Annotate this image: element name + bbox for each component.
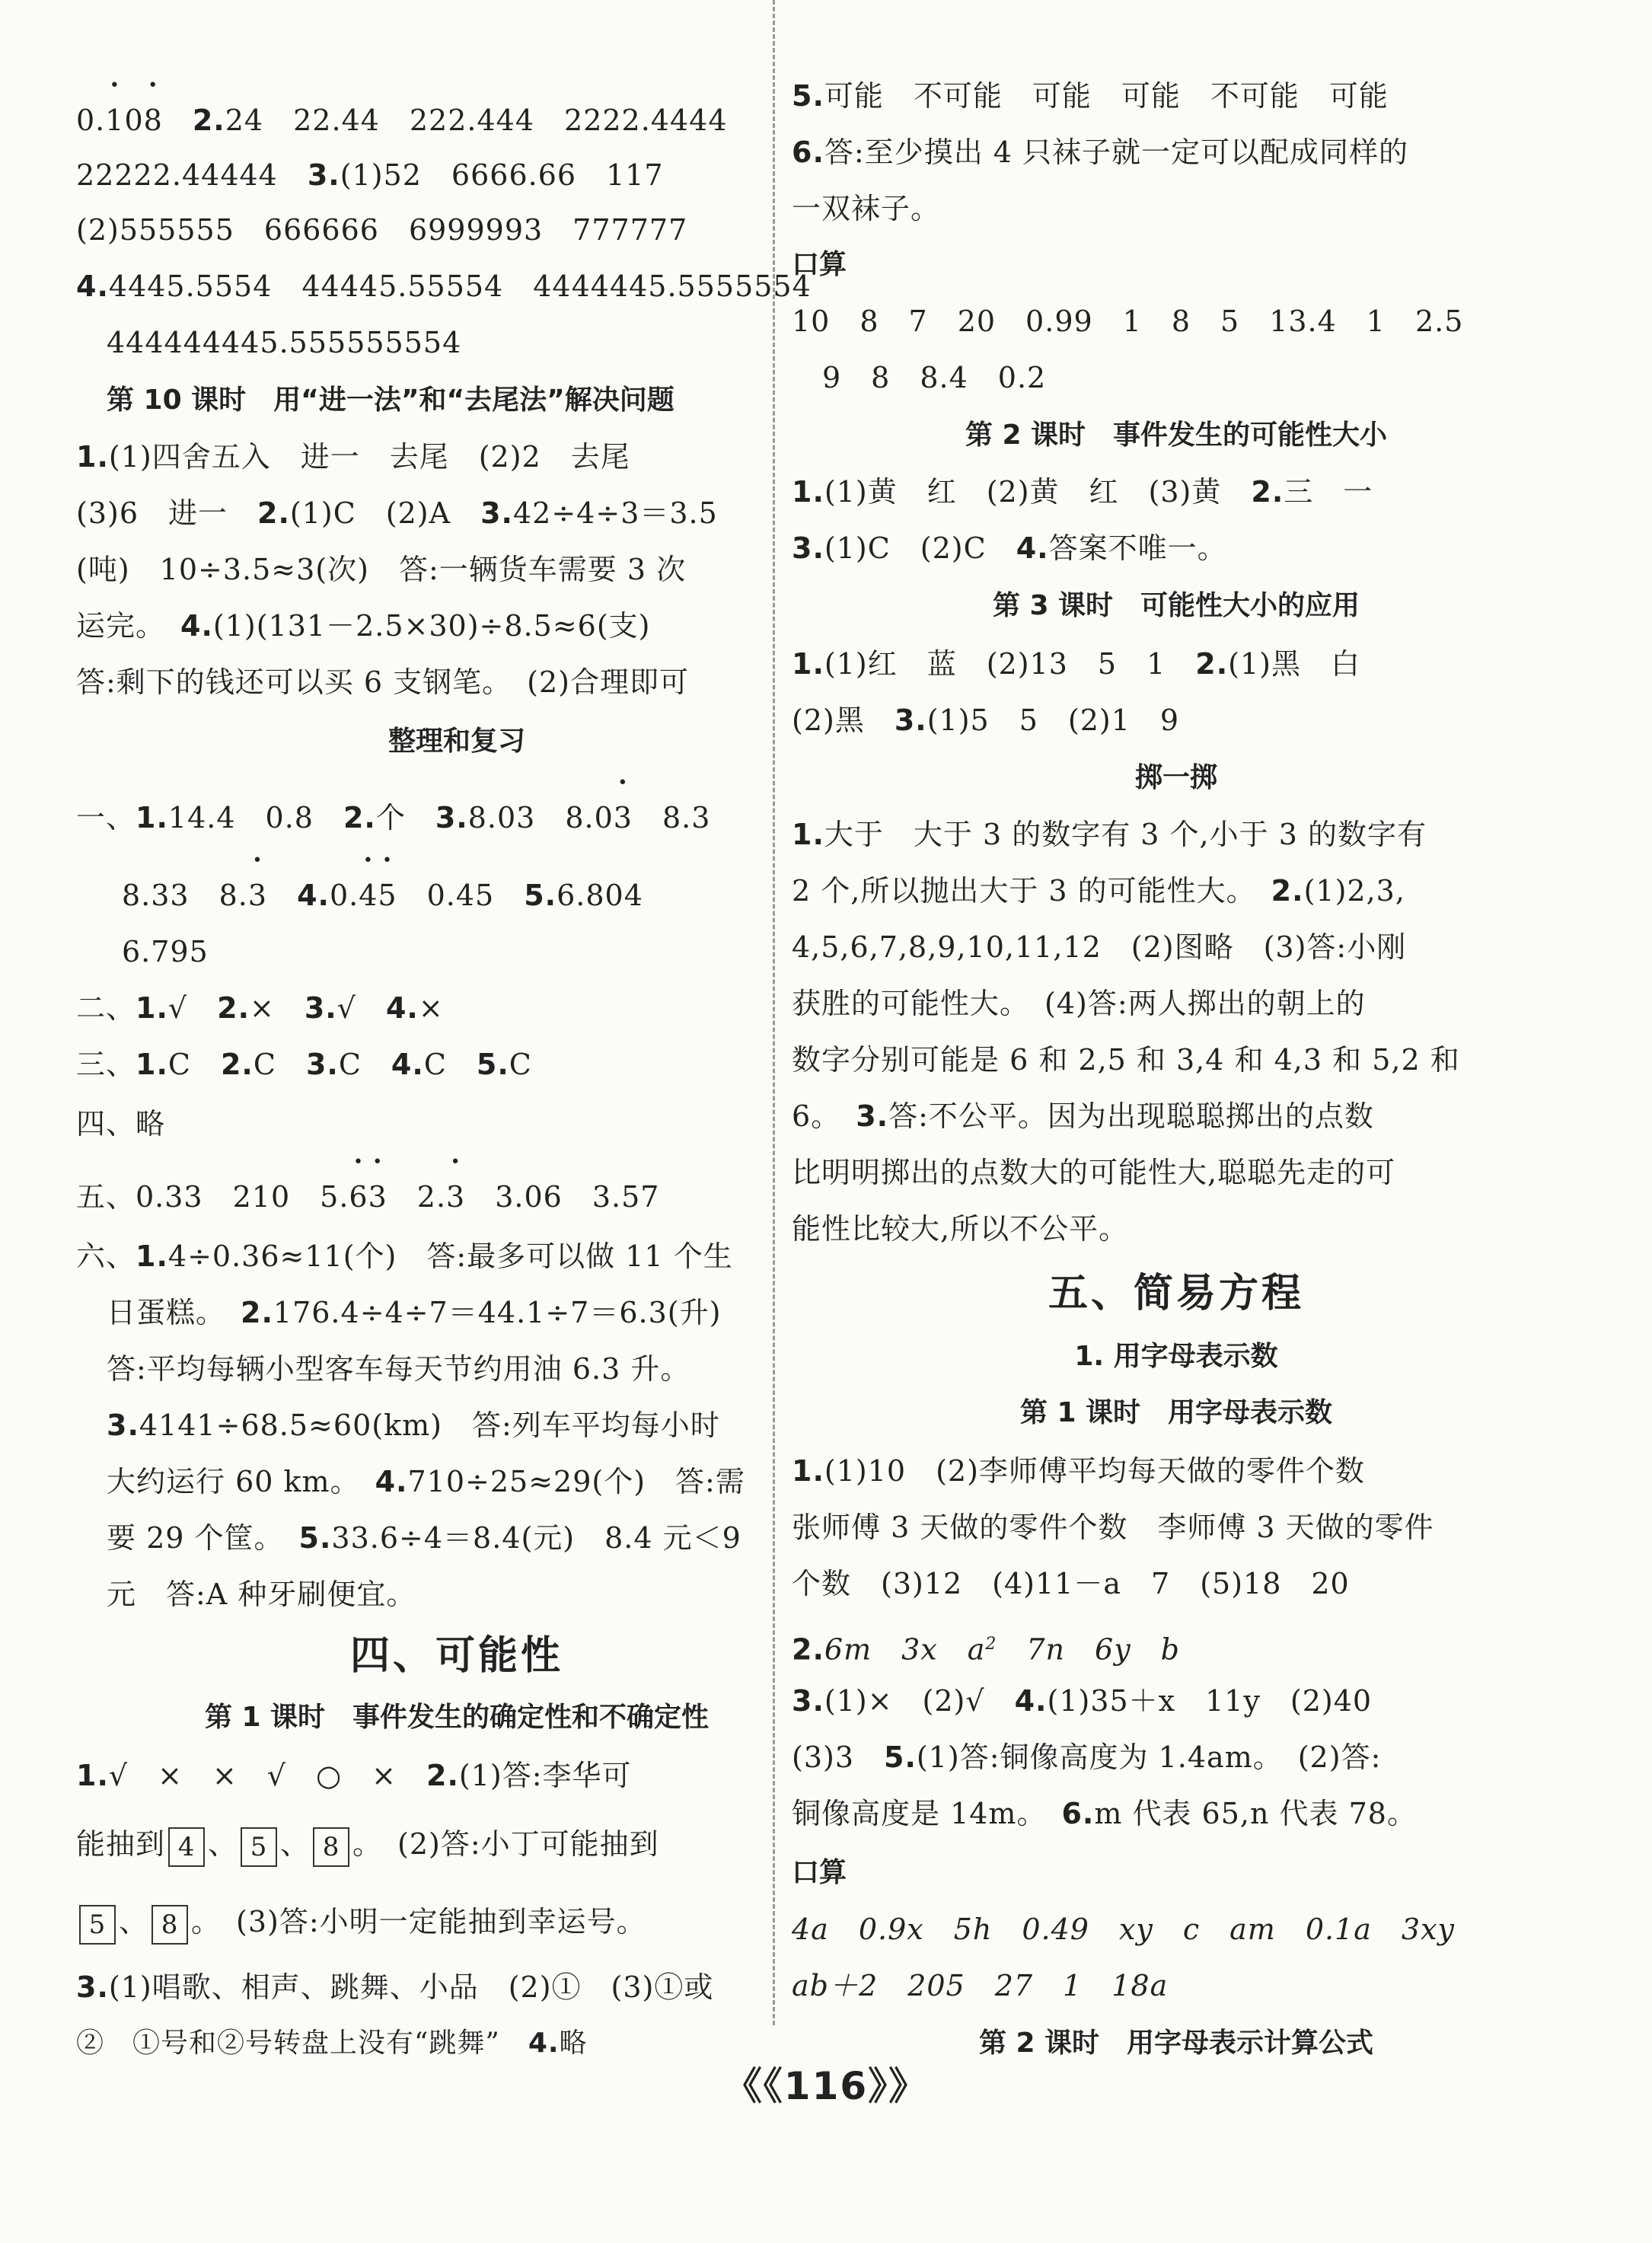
mental-math-heading: 口算 — [792, 249, 847, 280]
section-title: 五、简易方程 — [1048, 1271, 1304, 1316]
answer-line: 3.(1)C (2)C 4.答案不唯一。 — [792, 531, 1227, 565]
answer-line: 答:剩下的钱还可以买 6 支钢笔。 (2)合理即可 — [76, 665, 689, 699]
answer-line: 运完。 4.(1)(131－2.5×30)÷8.5≈6(支) — [76, 609, 651, 643]
answer-line: 大约运行 60 km。 4.710÷25≈29(个) 答:需 — [107, 1465, 745, 1498]
answer-line: 1.(1)红 蓝 (2)13 5 1 2.(1)黑 白 — [792, 647, 1360, 681]
answer-line: 1.(1)黄 红 (2)黄 红 (3)黄 2.三 一 — [792, 475, 1373, 509]
answer-line: 数字分别可能是 6 和 2,5 和 3,4 和 4,3 和 5,2 和 — [792, 1043, 1460, 1077]
number-box: 4 — [168, 1827, 205, 1867]
answer-line: 1.(1)10 (2)李师傅平均每天做的零件个数 — [792, 1454, 1365, 1488]
page-number: 《《116》》 — [723, 2064, 929, 2108]
answer-line: 6.答:至少摸出 4 只袜子就一定可以配成同样的 — [792, 136, 1409, 169]
answer-line: 能抽到 4 、 5 、 8 。 (2)答:小丁可能抽到 — [76, 1821, 659, 1867]
answer-line: 四、略 — [76, 1107, 166, 1141]
answer-line: 3.4141÷68.5≈60(km) 答:列车平均每小时 — [107, 1409, 720, 1442]
lesson-heading: 第 2 课时 事件发生的可能性大小 — [965, 420, 1388, 451]
answer-line: 2 个,所以抛出大于 3 的可能性大。 2.(1)2,3, — [792, 874, 1405, 908]
answer-line: 1.大于 大于 3 的数字有 3 个,小于 3 的数字有 — [792, 818, 1427, 851]
number-box: 5 — [241, 1827, 277, 1867]
answer-line: 1.(1)四舍五入 进一 去尾 (2)2 去尾 — [76, 440, 630, 474]
answer-line: 答:平均每辆小型客车每天节约用油 6.3 升。 — [107, 1352, 690, 1386]
answer-line: ② ①号和②号转盘上没有“跳舞” 4.略 — [76, 2028, 588, 2059]
answer-line: (2)555555 666666 6999993 777777 — [76, 213, 688, 247]
answer-line: 5.可能 不可能 可能 可能 不可能 可能 — [792, 79, 1389, 113]
answer-line: 2.6m 3x $a^2$ 7n 6y b — [792, 1632, 1180, 1667]
answer-line: 6.795 — [122, 935, 209, 968]
section-title: 四、可能性 — [349, 1633, 563, 1679]
answer-line: 9 8 8.4 0.2 — [822, 361, 1047, 394]
answer-line: 0.• 10• 8 2.24 22.44 222.444 2222.4444 — [76, 97, 728, 143]
answer-line: 六、1.4÷0.36≈11(个) 答:最多可以做 11 个生 — [76, 1240, 733, 1273]
answer-line: ab＋2 205 27 1 18a — [792, 1969, 1169, 2002]
lesson-heading: 第 10 课时 用“进一法”和“去尾法”解决问题 — [107, 384, 675, 416]
answer-line: 个数 (3)12 (4)11－a 7 (5)18 20 — [792, 1567, 1350, 1600]
answer-line: 4,5,6,7,8,9,10,11,12 (2)图略 (3)答:小刚 — [792, 930, 1407, 964]
answer-line: 三、1.C 2.C 3.C 4.C 5.C — [76, 1048, 532, 1081]
answer-line: 一、1.14.4 0.8 2.个 3.8.03 8.0• 3 8.3 — [76, 795, 710, 841]
answer-line: 元 答:A 种牙刷便宜。 — [107, 1578, 416, 1611]
answer-line: 10 8 7 20 0.99 1 8 5 13.4 1 2.5 — [792, 305, 1464, 338]
answer-line: 22222.44444 3.(1)52 6666.66 117 — [76, 158, 664, 192]
answer-line: 8.33 8.• 3 4.0.• 4• 5 0.45 5.6.804 — [122, 873, 643, 918]
answer-line: 6。 3.答:不公平。因为出现聪聪掷出的点数 — [792, 1099, 1374, 1133]
answer-line: 3.(1)× (2)√ 4.(1)35＋x 11y (2)40 — [792, 1684, 1373, 1718]
lesson-heading: 第 2 课时 用字母表示计算公式 — [978, 2028, 1374, 2059]
number-box: 8 — [151, 1905, 188, 1945]
answer-line: (2)黑 3.(1)5 5 (2)1 9 — [792, 704, 1180, 737]
answer-line: (3)6 进一 2.(1)C (2)A 3.42÷4÷3＝3.5 — [76, 496, 718, 530]
answer-line: 日蛋糕。 2.176.4÷4÷7＝44.1÷7＝6.3(升) — [107, 1296, 722, 1329]
number-box: 5 — [79, 1905, 116, 1945]
lesson-heading: 掷一掷 — [1134, 762, 1217, 793]
answer-line: 4a 0.9x 5h 0.49 xy c am 0.1a 3xy — [792, 1913, 1455, 1946]
answer-line: 张师傅 3 天做的零件个数 李师傅 3 天做的零件 — [792, 1511, 1434, 1544]
answer-line: 3.(1)唱歌、相声、跳舞、小品 (2)① (3)①或 — [76, 1970, 714, 2004]
answer-line: 1.√ × × √ ○ × 2.(1)答:李华可 — [76, 1759, 632, 1792]
answer-line: 5 、 8 。 (3)答:小明一定能抽到幸运号。 — [76, 1899, 646, 1945]
answer-line: 一双袜子。 — [792, 192, 941, 225]
answer-line: (吨) 10÷3.5≈3(次) 答:一辆货车需要 3 次 — [76, 553, 687, 586]
review-heading: 整理和复习 — [387, 726, 525, 757]
answer-line: 比明明掷出的点数大的可能性大,聪聪先走的可 — [792, 1156, 1396, 1189]
answer-line: 铜像高度是 14m。 6.m 代表 65,n 代表 78。 — [792, 1797, 1417, 1830]
answer-line: 能性比较大,所以不公平。 — [792, 1212, 1129, 1246]
lesson-heading: 第 1 课时 事件发生的确定性和不确定性 — [204, 1702, 710, 1733]
answer-line: 4.4445.5554 44445.55554 4444445.5555554 — [76, 270, 812, 303]
lesson-heading: 第 3 课时 可能性大小的应用 — [992, 590, 1360, 621]
answer-line: 二、1.√ 2.× 3.√ 4.× — [76, 991, 444, 1025]
answer-line: (3)3 5.(1)答:铜像高度为 1.4am。 (2)答: — [792, 1740, 1382, 1774]
answer-line: 要 29 个筐。 5.33.6÷4＝8.4(元) 8.4 元＜9 — [107, 1521, 741, 1555]
lesson-heading: 第 1 课时 用字母表示数 — [1019, 1397, 1333, 1428]
answer-line: 444444445.555555554 — [107, 326, 462, 359]
mental-math-heading: 口算 — [792, 1857, 847, 1888]
number-box: 8 — [313, 1827, 349, 1867]
answer-line: 获胜的可能性大。 (4)答:两人掷出的朝上的 — [792, 987, 1366, 1020]
answer-line: 五、0.33 210 5.• 6• 3 2.• 3 3.06 3.57 — [76, 1174, 659, 1220]
subsection-heading: 1. 用字母表示数 — [1074, 1341, 1278, 1372]
